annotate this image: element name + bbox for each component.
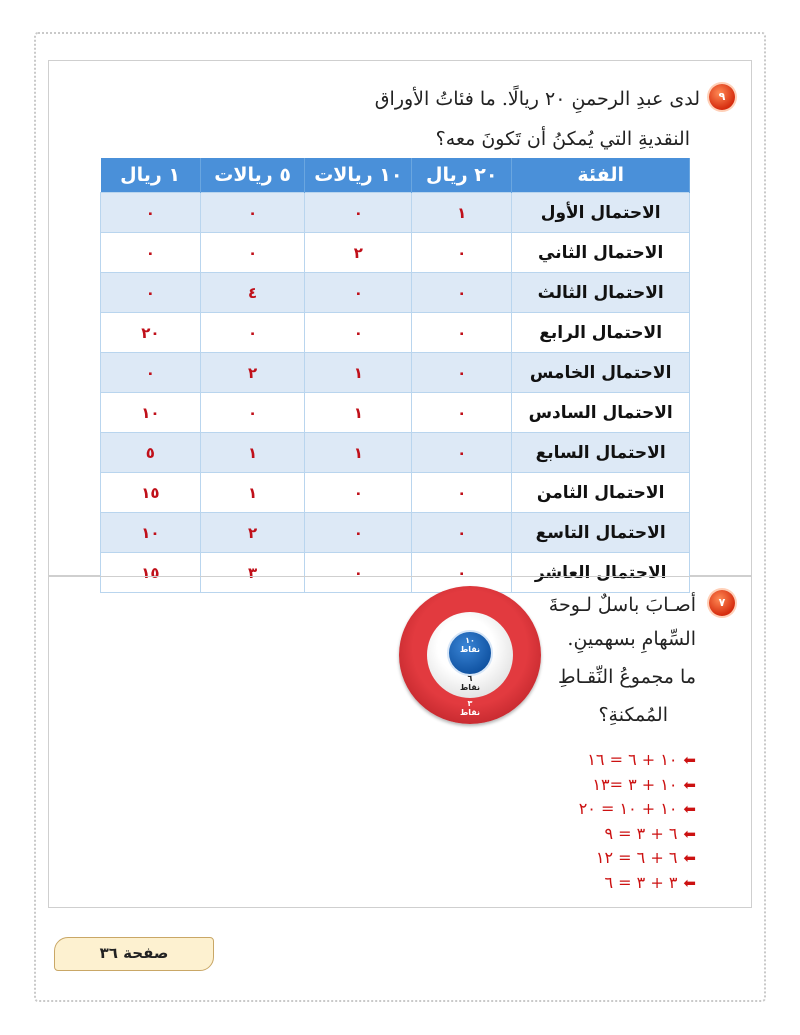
- row-label: الاحتمال الثامن: [512, 473, 690, 513]
- table-row: [101, 353, 690, 393]
- row-label: الاحتمال الثالث: [512, 273, 690, 313]
- answer-text: ١٠ + ٦ = ١٦: [587, 750, 678, 769]
- answer-text: ١٠ + ٣ =١٣: [592, 774, 678, 794]
- middle-ring-value: ٦: [467, 674, 473, 683]
- outer-ring-unit: نقاط: [459, 708, 481, 717]
- table-cell: ٠: [412, 273, 512, 313]
- table-cell: ١٠: [101, 513, 201, 553]
- question-2-line-4: المُمكنةِ؟: [598, 704, 668, 726]
- header-5-riyal: ٥ ريالات: [200, 158, 305, 193]
- table-cell: ١: [305, 393, 412, 433]
- row-label: الاحتمال الأول: [512, 193, 690, 233]
- table-cell: ٣: [200, 553, 305, 593]
- table-cell: ٠: [412, 473, 512, 513]
- header-category: الفئة: [512, 158, 690, 193]
- table-cell: ٢: [200, 513, 305, 553]
- arrow-left-icon: ⬅: [683, 824, 696, 843]
- table-cell: ٠: [412, 233, 512, 273]
- row-label: الاحتمال الثاني: [512, 233, 690, 273]
- table-cell: ٠: [412, 353, 512, 393]
- row-label: الاحتمال السادس: [512, 393, 690, 433]
- table-cell: ١٥: [101, 553, 201, 593]
- table-cell: ٢٠: [101, 313, 201, 353]
- table-cell: ١٥: [101, 473, 201, 513]
- table-row: [101, 273, 690, 313]
- answer-text: ١٠ + ١٠ = ٢٠: [578, 799, 678, 818]
- row-label: الاحتمال العاشر: [512, 553, 690, 593]
- answer-line: [579, 846, 696, 871]
- answer-text: ٣ + ٣ = ٦: [604, 872, 678, 892]
- table-cell: ٠: [412, 513, 512, 553]
- question-1-line-2: النقديةِ التي يُمكنُ أن تَكونَ معه؟: [435, 128, 690, 150]
- row-label: الاحتمال السابع: [512, 433, 690, 473]
- table-row: [101, 513, 690, 553]
- table-cell: ٠: [101, 273, 201, 313]
- table-cell: ٠: [101, 233, 201, 273]
- answer-line: [579, 871, 696, 896]
- arrow-left-icon: ⬅: [683, 751, 696, 769]
- header-10-riyal: ١٠ ريالات: [305, 158, 412, 193]
- table-cell: ٠: [200, 393, 305, 433]
- answer-line: [579, 822, 696, 847]
- table-cell: ٠: [305, 193, 412, 233]
- question-2-number-badge: ٧: [709, 590, 735, 616]
- table-cell: ٠: [305, 473, 412, 513]
- table-cell: ٢: [305, 233, 412, 273]
- table-cell: ٠: [305, 273, 412, 313]
- table-cell: ٠: [305, 313, 412, 353]
- middle-ring-unit: نقاط: [459, 683, 481, 692]
- table-row: [101, 313, 690, 353]
- table-cell: ١: [200, 473, 305, 513]
- table-header-row: [101, 158, 690, 193]
- table-cell: ٠: [101, 353, 201, 393]
- dartboard-target: [399, 586, 541, 724]
- answer-text: ٦ + ٦ = ١٢: [595, 848, 678, 867]
- table-cell: ٠: [200, 193, 305, 233]
- table-row: [101, 393, 690, 433]
- answer-line: [579, 797, 696, 822]
- bullseye-value: ١٠: [465, 636, 475, 645]
- table-cell: ١: [305, 353, 412, 393]
- table-row: [101, 233, 690, 273]
- table-row: [101, 193, 690, 233]
- bullseye-unit: نقاط: [459, 645, 481, 654]
- page-number-label: صفحة ٣٦: [54, 937, 214, 971]
- arrow-left-icon: ⬅: [683, 775, 696, 794]
- question-2-line-2: السِّهامِ بسهمينِ.: [567, 628, 696, 650]
- denominations-table: [100, 158, 690, 593]
- question-1-number-badge: ٩: [709, 84, 735, 110]
- table-cell: ٥: [101, 433, 201, 473]
- row-label: الاحتمال التاسع: [512, 513, 690, 553]
- table-cell: ٠: [412, 393, 512, 433]
- table-cell: ٠: [101, 193, 201, 233]
- arrow-left-icon: ⬅: [683, 800, 696, 818]
- table-row: [101, 433, 690, 473]
- answer-line: [579, 748, 696, 773]
- table-cell: ٠: [412, 553, 512, 593]
- row-label: الاحتمال الرابع: [512, 313, 690, 353]
- table-cell: ٠: [200, 233, 305, 273]
- question-1-line-1: لدى عبدِ الرحمنِ ٢٠ ريالًا. ما فئاتُ الأوراق: [374, 88, 700, 110]
- table-cell: ١: [200, 433, 305, 473]
- table-row: [101, 473, 690, 513]
- table-cell: ١: [305, 433, 412, 473]
- table-cell: ١٠: [101, 393, 201, 433]
- table-cell: ٠: [305, 553, 412, 593]
- table-cell: ٢: [200, 353, 305, 393]
- table-cell: ٤: [200, 273, 305, 313]
- table-cell: ١: [412, 193, 512, 233]
- table-cell: ٠: [200, 313, 305, 353]
- row-label: الاحتمال الخامس: [512, 353, 690, 393]
- arrow-left-icon: ⬅: [683, 849, 696, 867]
- table-cell: ٠: [412, 433, 512, 473]
- answers-list: [579, 748, 696, 895]
- outer-ring-value: ٣: [467, 699, 473, 708]
- answer-text: ٦ + ٣ = ٩: [604, 823, 678, 843]
- table-cell: ٠: [305, 513, 412, 553]
- arrow-left-icon: ⬅: [683, 873, 696, 892]
- question-2-line-1: أصـابَ باسلٌ لـوحةَ: [548, 594, 696, 616]
- header-20-riyal: ٢٠ ريال: [412, 158, 512, 193]
- answer-line: [579, 773, 696, 798]
- table-cell: ٠: [412, 313, 512, 353]
- header-1-riyal: ١ ريال: [101, 158, 201, 193]
- question-2-line-3: ما مجموعُ النِّقـاطِ: [558, 666, 696, 688]
